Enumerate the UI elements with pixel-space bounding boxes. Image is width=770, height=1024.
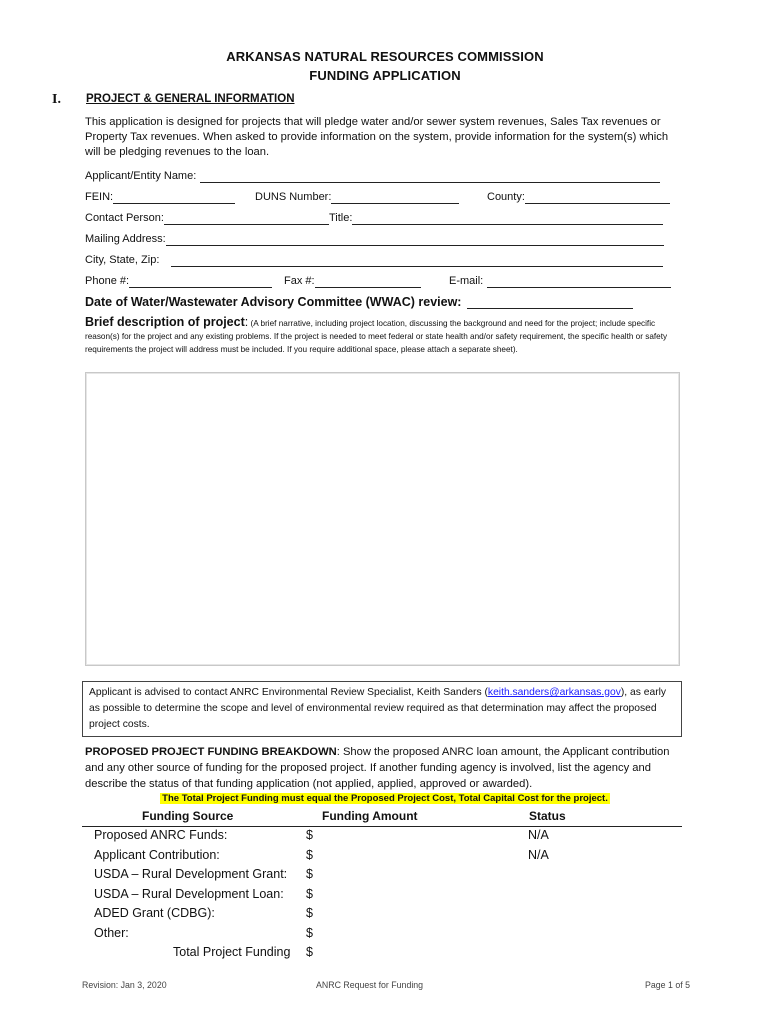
mailing-label: Mailing Address: xyxy=(85,233,166,245)
contact-field xyxy=(85,209,329,225)
row-amount[interactable]: $ xyxy=(306,867,313,881)
total-amount[interactable]: $ xyxy=(306,945,313,959)
row-amount[interactable]: $ xyxy=(306,828,313,842)
phone-field xyxy=(85,272,272,288)
row-status: N/A xyxy=(528,828,549,842)
row-status: N/A xyxy=(528,847,549,862)
applicant-input[interactable] xyxy=(200,169,660,183)
header-status: Status xyxy=(529,809,566,823)
email-label: E-mail: xyxy=(449,275,484,287)
contact-input[interactable] xyxy=(164,211,329,225)
duns-input[interactable] xyxy=(331,190,459,204)
project-description-textarea[interactable] xyxy=(85,372,680,666)
fein-label: FEIN: xyxy=(85,191,114,203)
row-amount[interactable]: $ xyxy=(306,906,313,920)
wwac-label: Date of Water/Wastewater Advisory Committee (WWAC) review: xyxy=(85,295,462,309)
row-source: Other: xyxy=(94,925,129,940)
section-number: I. xyxy=(52,92,61,107)
header-funding-source: Funding Source xyxy=(142,809,234,823)
footer-page-number: Page 1 of 5 xyxy=(645,980,690,990)
contact-email-link[interactable]: keith.sanders@arkansas.gov xyxy=(487,687,621,698)
row-amount[interactable]: $ xyxy=(306,886,313,901)
footer-center: ANRC Request for Funding xyxy=(316,980,424,990)
table-row xyxy=(82,926,682,944)
applicant-label: Applicant/Entity Name: xyxy=(85,170,197,182)
contact-label: Contact Person: xyxy=(85,212,164,224)
wwac-field xyxy=(85,293,633,309)
table-row xyxy=(82,848,682,866)
applicant-field xyxy=(85,167,660,183)
row-source: ADED Grant (CDBG): xyxy=(94,906,215,920)
row-source: Proposed ANRC Funds: xyxy=(94,828,228,842)
section-title: PROJECT & GENERAL INFORMATION xyxy=(86,93,295,105)
header-funding-amount: Funding Amount xyxy=(322,809,418,823)
brief-instructions: (A brief narrative, including project location, discussing the background and need for the project; include specific reason(s) for the project and any existing problems. If the project is needed to meet federal or state health and/or safety requirement, the specific health or safety requirements the project will address must be included. If you require additional space, please attach a separate sheet). xyxy=(85,319,668,354)
fein-input[interactable] xyxy=(113,190,235,204)
agency-title: ARKANSAS NATURAL RESOURCES COMMISSION xyxy=(226,49,544,64)
row-source: Applicant Contribution: xyxy=(94,847,220,862)
environmental-review-notice xyxy=(82,681,682,737)
breakdown-heading: PROPOSED PROJECT FUNDING BREAKDOWN xyxy=(85,746,337,758)
table-row xyxy=(82,867,682,885)
funding-breakdown-instructions xyxy=(85,744,685,792)
total-label: Total Project Funding xyxy=(173,945,291,959)
footer-revision: Revision: Jan 3, 2020 xyxy=(82,980,167,990)
wwac-date-input[interactable] xyxy=(467,293,633,309)
title-field xyxy=(329,209,663,225)
city-input[interactable] xyxy=(171,253,663,267)
notice-text-after: ), as early as possible to determine the scope and level of environmental review required as that determination may affect the proposed project costs. xyxy=(89,687,667,730)
county-label: County: xyxy=(487,191,525,203)
fein-field xyxy=(85,188,235,204)
section-intro: This application is designed for projects that will pledge water and/or sewer system revenues, Sales Tax revenues or Property Tax revenues. When asked to provide information on the system, provide information for the system(s) which will be pledging revenues to the loan. xyxy=(85,116,669,158)
total-funding-note-text: The Total Project Funding must equal the Proposed Project Cost, Total Capital Cost for the project. xyxy=(162,793,608,804)
table-row xyxy=(82,906,682,924)
city-field xyxy=(85,251,663,267)
fax-input[interactable] xyxy=(315,274,421,288)
notice-text-before: Applicant is advised to contact ANRC Environmental Review Specialist, Keith Sanders ( xyxy=(89,687,488,698)
mailing-field xyxy=(85,230,664,246)
header-rule xyxy=(82,826,682,827)
county-input[interactable] xyxy=(525,190,670,204)
phone-label: Phone #: xyxy=(85,275,130,287)
table-row xyxy=(82,828,682,846)
brief-colon: : xyxy=(244,315,249,329)
duns-label: DUNS Number: xyxy=(255,191,332,203)
fax-field xyxy=(284,272,421,288)
county-field xyxy=(487,188,670,204)
brief-label: Brief description of project xyxy=(85,315,245,329)
brief-description xyxy=(85,316,675,356)
fax-label: Fax #: xyxy=(284,275,315,287)
document-title: FUNDING APPLICATION xyxy=(309,68,461,83)
row-amount[interactable]: $ xyxy=(306,925,313,940)
funding-table-header xyxy=(82,809,682,827)
title-input[interactable] xyxy=(352,211,663,225)
total-row xyxy=(82,945,682,963)
phone-input[interactable] xyxy=(129,274,272,288)
table-row xyxy=(82,887,682,905)
email-field xyxy=(449,272,671,288)
row-amount[interactable]: $ xyxy=(306,847,313,862)
row-source: USDA – Rural Development Grant: xyxy=(94,867,288,881)
duns-field xyxy=(255,188,459,204)
mailing-input[interactable] xyxy=(166,232,664,246)
row-source: USDA – Rural Development Loan: xyxy=(94,886,284,901)
total-funding-note xyxy=(0,793,770,804)
breakdown-text: : Show the proposed ANRC loan amount, the Applicant contribution and any other source of funding for the proposed project. If another funding agency is involved, list the agency and describe the status of that funding application (not applied, applied, approved or awarded). xyxy=(85,746,670,790)
email-input[interactable] xyxy=(487,274,671,288)
city-label: City, State, Zip: xyxy=(85,254,160,266)
title-label: Title: xyxy=(329,212,353,224)
